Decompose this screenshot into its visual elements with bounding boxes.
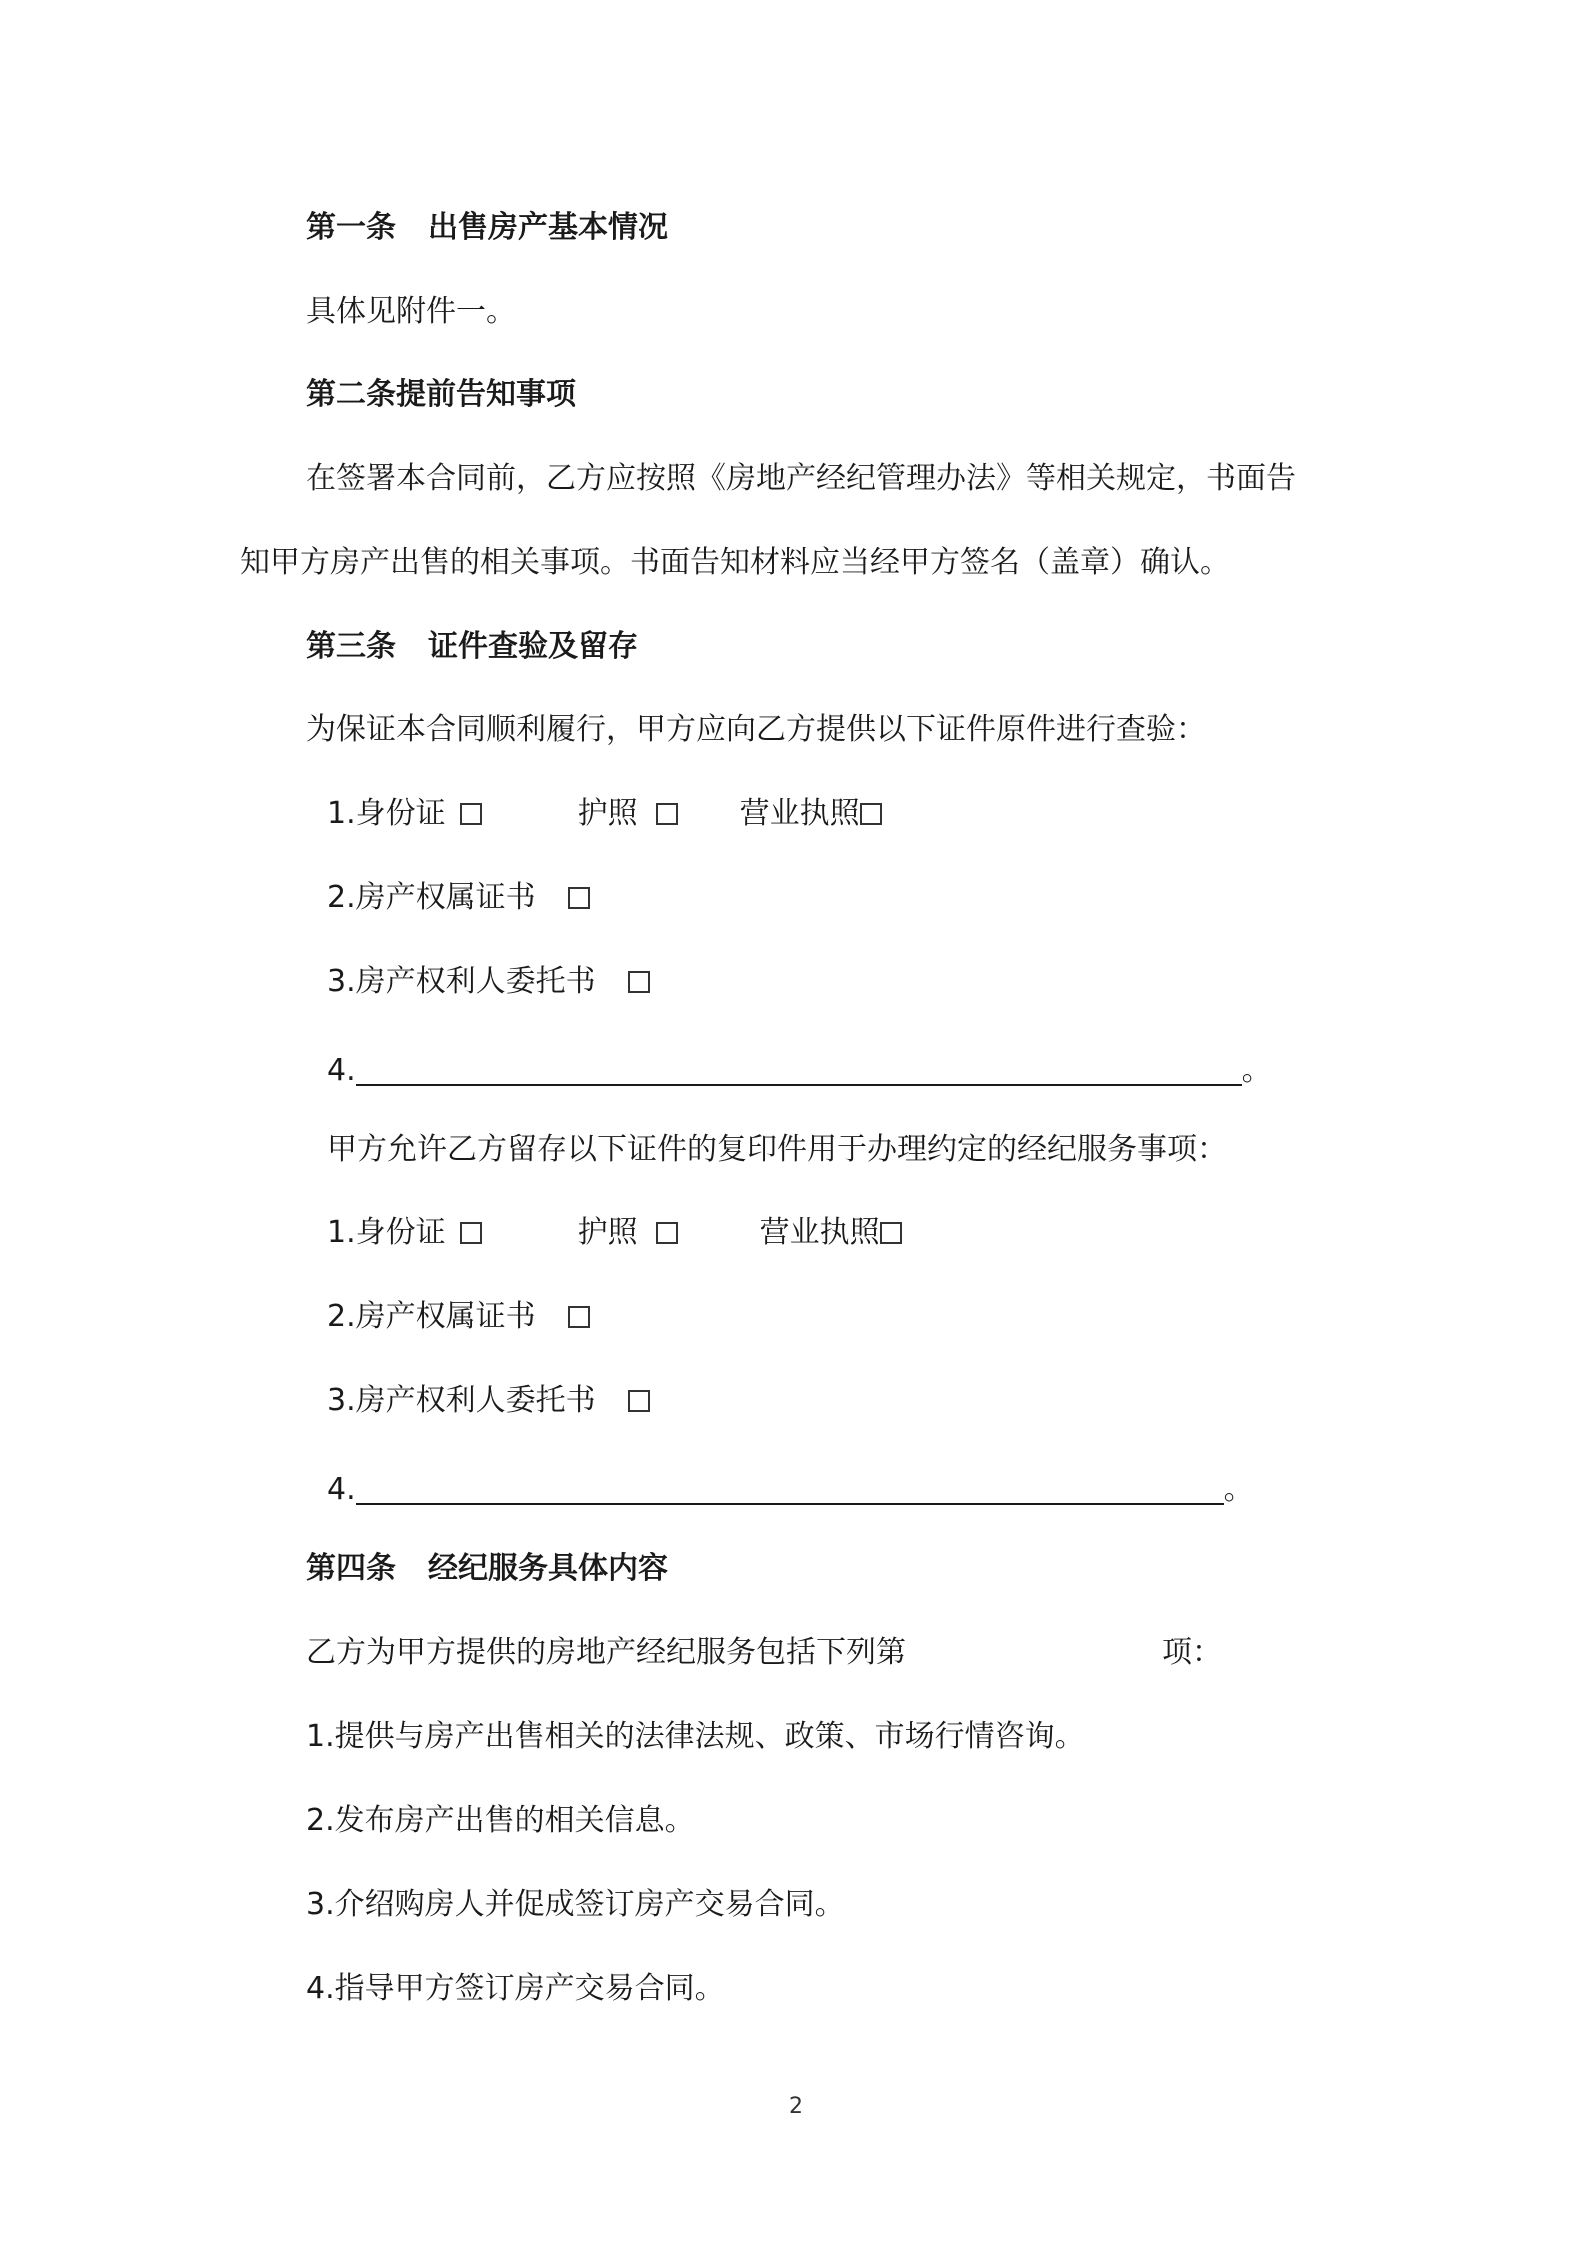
inspect-intro: 为保证本合同顺利履行，甲方应向乙方提供以下证件原件进行查验：: [306, 712, 1206, 747]
inspect-item3-row: [327, 962, 650, 1002]
retain-license-checkbox[interactable]: [880, 1222, 902, 1244]
inspect-item4-prefix: 4.: [327, 1053, 356, 1088]
article1-heading-number: 第一条: [306, 210, 396, 245]
inspect-deed-checkbox[interactable]: [568, 887, 590, 909]
article4-heading-title: 经纪服务具体内容: [428, 1551, 668, 1586]
retain-passport-label: 护照: [577, 1215, 638, 1250]
article2-paragraph-line1: 在签署本合同前，乙方应按照《房地产经纪管理办法》等相关规定，书面告: [306, 461, 1296, 496]
inspect-license-checkbox[interactable]: [860, 803, 882, 825]
retain-poa-checkbox[interactable]: [628, 1390, 650, 1412]
inspect-passport-checkbox[interactable]: [656, 803, 678, 825]
article2-paragraph-line2: 知甲方房产出售的相关事项。书面告知材料应当经甲方签名（盖章）确认。: [240, 545, 1230, 580]
inspect-item1-row: [327, 794, 882, 834]
service-item: 4.指导甲方签订房产交易合同。: [306, 1971, 725, 2006]
article4-heading-number: 第四条: [306, 1551, 396, 1586]
article3-heading-number: 第三条: [306, 629, 396, 664]
article3-heading-title: 证件查验及留存: [428, 629, 638, 664]
inspect-license-label: 营业执照: [739, 796, 860, 831]
article4-intro-suffix: 项：: [1162, 1635, 1222, 1670]
article1-body: 具体见附件一。: [306, 294, 516, 329]
retain-item4-prefix: 4.: [327, 1472, 356, 1507]
service-item: 1.提供与房产出售相关的法律法规、政策、市场行情咨询。: [306, 1719, 1085, 1754]
retain-license-label: 营业执照: [759, 1215, 880, 1250]
retain-item4-blank[interactable]: [356, 1469, 1224, 1505]
inspect-item2-row: [327, 878, 590, 918]
article4-intro-prefix: 乙方为甲方提供的房地产经纪服务包括下列第: [306, 1635, 906, 1670]
inspect-id-checkbox[interactable]: [460, 803, 482, 825]
retain-item3-row: [327, 1381, 650, 1421]
inspect-item4-blank[interactable]: [356, 1050, 1242, 1086]
inspect-item4-suffix: 。: [1241, 1053, 1272, 1088]
article4-heading: [306, 1549, 668, 1589]
article4-intro: [306, 1633, 1222, 1673]
inspect-id-label: 1.身份证: [327, 796, 446, 831]
retain-item4-row: [327, 1469, 1254, 1510]
article2-heading: 第二条提前告知事项: [306, 377, 576, 412]
retain-id-label: 1.身份证: [327, 1215, 446, 1250]
retain-intro: 甲方允许乙方留存以下证件的复印件用于办理约定的经纪服务事项：: [327, 1132, 1227, 1167]
retain-id-checkbox[interactable]: [460, 1222, 482, 1244]
inspect-poa-label: 3.房产权利人委托书: [327, 964, 596, 999]
inspect-passport-label: 护照: [577, 796, 638, 831]
service-item: 2.发布房产出售的相关信息。: [306, 1803, 695, 1838]
inspect-poa-checkbox[interactable]: [628, 971, 650, 993]
retain-item4-suffix: 。: [1223, 1472, 1254, 1507]
article1-heading-title: 出售房产基本情况: [428, 210, 668, 245]
retain-poa-label: 3.房产权利人委托书: [327, 1383, 596, 1418]
inspect-deed-label: 2.房产权属证书: [327, 880, 536, 915]
article1-heading: [306, 208, 668, 248]
inspect-item4-row: [327, 1050, 1272, 1091]
article3-heading: [306, 627, 638, 667]
retain-deed-checkbox[interactable]: [568, 1306, 590, 1328]
page-number: 2: [789, 2094, 803, 2119]
retain-passport-checkbox[interactable]: [656, 1222, 678, 1244]
service-item: 3.介绍购房人并促成签订房产交易合同。: [306, 1887, 845, 1922]
retain-deed-label: 2.房产权属证书: [327, 1299, 536, 1334]
retain-item2-row: [327, 1297, 590, 1337]
retain-item1-row: [327, 1213, 902, 1253]
